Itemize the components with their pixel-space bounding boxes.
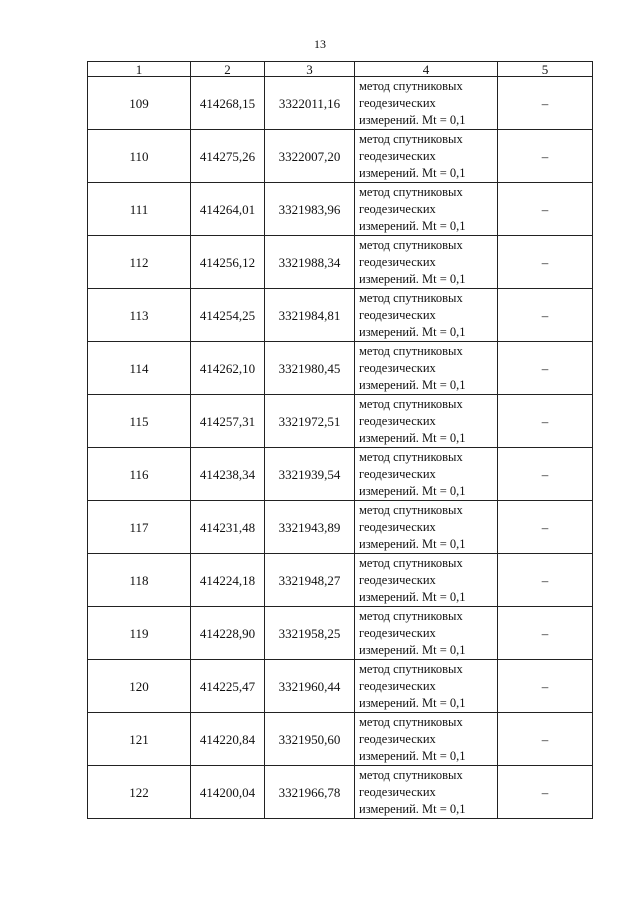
table-row xyxy=(88,448,593,501)
y-coordinate-cell: 3321948,27 xyxy=(265,554,355,607)
method-line: геодезических xyxy=(359,466,436,481)
point-number-cell: 115 xyxy=(88,395,191,448)
table-row xyxy=(88,607,593,660)
method-cell xyxy=(355,342,498,395)
method-cell xyxy=(355,501,498,554)
method-line: метод спутниковых xyxy=(359,237,463,252)
y-coordinate-cell: 3321983,96 xyxy=(265,183,355,236)
table-row xyxy=(88,660,593,713)
point-number-cell: 112 xyxy=(88,236,191,289)
method-line: геодезических xyxy=(359,201,436,216)
table-body xyxy=(88,77,593,819)
method-line: метод спутниковых xyxy=(359,502,463,517)
method-line: измерений. Mt = 0,1 xyxy=(359,748,466,763)
method-line: метод спутниковых xyxy=(359,290,463,305)
method-line: геодезических xyxy=(359,413,436,428)
method-line: геодезических xyxy=(359,731,436,746)
method-line: измерений. Mt = 0,1 xyxy=(359,801,466,816)
method-cell xyxy=(355,289,498,342)
point-number-cell: 111 xyxy=(88,183,191,236)
table-row xyxy=(88,342,593,395)
method-line: измерений. Mt = 0,1 xyxy=(359,589,466,604)
method-cell xyxy=(355,130,498,183)
method-line: геодезических xyxy=(359,148,436,163)
method-line: геодезических xyxy=(359,519,436,534)
y-coordinate-cell: 3321943,89 xyxy=(265,501,355,554)
note-cell: – xyxy=(498,183,593,236)
y-coordinate-cell: 3321939,54 xyxy=(265,448,355,501)
table-row xyxy=(88,130,593,183)
y-coordinate-cell: 3321972,51 xyxy=(265,395,355,448)
table-header-row xyxy=(88,62,593,77)
method-line: метод спутниковых xyxy=(359,449,463,464)
note-cell: – xyxy=(498,766,593,819)
note-cell: – xyxy=(498,289,593,342)
point-number-cell: 109 xyxy=(88,77,191,130)
note-cell: – xyxy=(498,130,593,183)
method-cell xyxy=(355,448,498,501)
method-cell xyxy=(355,554,498,607)
method-line: метод спутниковых xyxy=(359,184,463,199)
x-coordinate-cell: 414257,31 xyxy=(191,395,265,448)
point-number-cell: 119 xyxy=(88,607,191,660)
y-coordinate-cell: 3321958,25 xyxy=(265,607,355,660)
note-cell: – xyxy=(498,448,593,501)
method-cell xyxy=(355,395,498,448)
method-line: метод спутниковых xyxy=(359,661,463,676)
table-row xyxy=(88,236,593,289)
method-cell xyxy=(355,77,498,130)
table-row xyxy=(88,395,593,448)
x-coordinate-cell: 414224,18 xyxy=(191,554,265,607)
point-number-cell: 122 xyxy=(88,766,191,819)
table-row xyxy=(88,183,593,236)
note-cell: – xyxy=(498,342,593,395)
point-number-cell: 117 xyxy=(88,501,191,554)
method-line: метод спутниковых xyxy=(359,78,463,93)
note-cell: – xyxy=(498,660,593,713)
x-coordinate-cell: 414254,25 xyxy=(191,289,265,342)
x-coordinate-cell: 414264,01 xyxy=(191,183,265,236)
method-line: геодезических xyxy=(359,95,436,110)
method-line: метод спутниковых xyxy=(359,608,463,623)
point-number-cell: 110 xyxy=(88,130,191,183)
method-line: измерений. Mt = 0,1 xyxy=(359,112,466,127)
table-row xyxy=(88,766,593,819)
method-line: геодезических xyxy=(359,572,436,587)
x-coordinate-cell: 414220,84 xyxy=(191,713,265,766)
method-line: метод спутниковых xyxy=(359,714,463,729)
point-number-cell: 118 xyxy=(88,554,191,607)
column-header-5: 5 xyxy=(498,62,593,77)
method-line: измерений. Mt = 0,1 xyxy=(359,536,466,551)
y-coordinate-cell: 3321984,81 xyxy=(265,289,355,342)
x-coordinate-cell: 414200,04 xyxy=(191,766,265,819)
method-line: геодезических xyxy=(359,307,436,322)
method-line: измерений. Mt = 0,1 xyxy=(359,165,466,180)
table-row xyxy=(88,77,593,130)
x-coordinate-cell: 414228,90 xyxy=(191,607,265,660)
method-line: метод спутниковых xyxy=(359,767,463,782)
table-row xyxy=(88,501,593,554)
table-row xyxy=(88,713,593,766)
method-line: геодезических xyxy=(359,784,436,799)
method-cell xyxy=(355,236,498,289)
method-line: измерений. Mt = 0,1 xyxy=(359,430,466,445)
method-cell xyxy=(355,183,498,236)
note-cell: – xyxy=(498,713,593,766)
note-cell: – xyxy=(498,501,593,554)
method-cell xyxy=(355,713,498,766)
note-cell: – xyxy=(498,77,593,130)
point-number-cell: 116 xyxy=(88,448,191,501)
method-line: измерений. Mt = 0,1 xyxy=(359,377,466,392)
method-line: измерений. Mt = 0,1 xyxy=(359,271,466,286)
column-header-1: 1 xyxy=(88,62,191,77)
method-line: геодезических xyxy=(359,678,436,693)
y-coordinate-cell: 3321960,44 xyxy=(265,660,355,713)
x-coordinate-cell: 414238,34 xyxy=(191,448,265,501)
column-header-4: 4 xyxy=(355,62,498,77)
y-coordinate-cell: 3321950,60 xyxy=(265,713,355,766)
note-cell: – xyxy=(498,236,593,289)
y-coordinate-cell: 3322007,20 xyxy=(265,130,355,183)
method-cell xyxy=(355,766,498,819)
x-coordinate-cell: 414275,26 xyxy=(191,130,265,183)
method-line: геодезических xyxy=(359,254,436,269)
y-coordinate-cell: 3321966,78 xyxy=(265,766,355,819)
x-coordinate-cell: 414225,47 xyxy=(191,660,265,713)
method-line: метод спутниковых xyxy=(359,396,463,411)
point-number-cell: 114 xyxy=(88,342,191,395)
y-coordinate-cell: 3321988,34 xyxy=(265,236,355,289)
method-line: измерений. Mt = 0,1 xyxy=(359,324,466,339)
method-line: метод спутниковых xyxy=(359,131,463,146)
column-header-2: 2 xyxy=(191,62,265,77)
x-coordinate-cell: 414231,48 xyxy=(191,501,265,554)
method-line: измерений. Mt = 0,1 xyxy=(359,218,466,233)
column-header-3: 3 xyxy=(265,62,355,77)
x-coordinate-cell: 414256,12 xyxy=(191,236,265,289)
method-line: измерений. Mt = 0,1 xyxy=(359,483,466,498)
table-row xyxy=(88,554,593,607)
table-row xyxy=(88,289,593,342)
method-cell xyxy=(355,660,498,713)
x-coordinate-cell: 414262,10 xyxy=(191,342,265,395)
method-line: геодезических xyxy=(359,625,436,640)
method-line: измерений. Mt = 0,1 xyxy=(359,695,466,710)
y-coordinate-cell: 3321980,45 xyxy=(265,342,355,395)
method-line: метод спутниковых xyxy=(359,343,463,358)
page-number: 13 xyxy=(314,37,326,51)
method-line: метод спутниковых xyxy=(359,555,463,570)
point-number-cell: 121 xyxy=(88,713,191,766)
x-coordinate-cell: 414268,15 xyxy=(191,77,265,130)
note-cell: – xyxy=(498,607,593,660)
point-number-cell: 120 xyxy=(88,660,191,713)
y-coordinate-cell: 3322011,16 xyxy=(265,77,355,130)
note-cell: – xyxy=(498,395,593,448)
point-number-cell: 113 xyxy=(88,289,191,342)
method-line: геодезических xyxy=(359,360,436,375)
method-cell xyxy=(355,607,498,660)
coordinates-table xyxy=(87,61,593,819)
method-line: измерений. Mt = 0,1 xyxy=(359,642,466,657)
note-cell: – xyxy=(498,554,593,607)
